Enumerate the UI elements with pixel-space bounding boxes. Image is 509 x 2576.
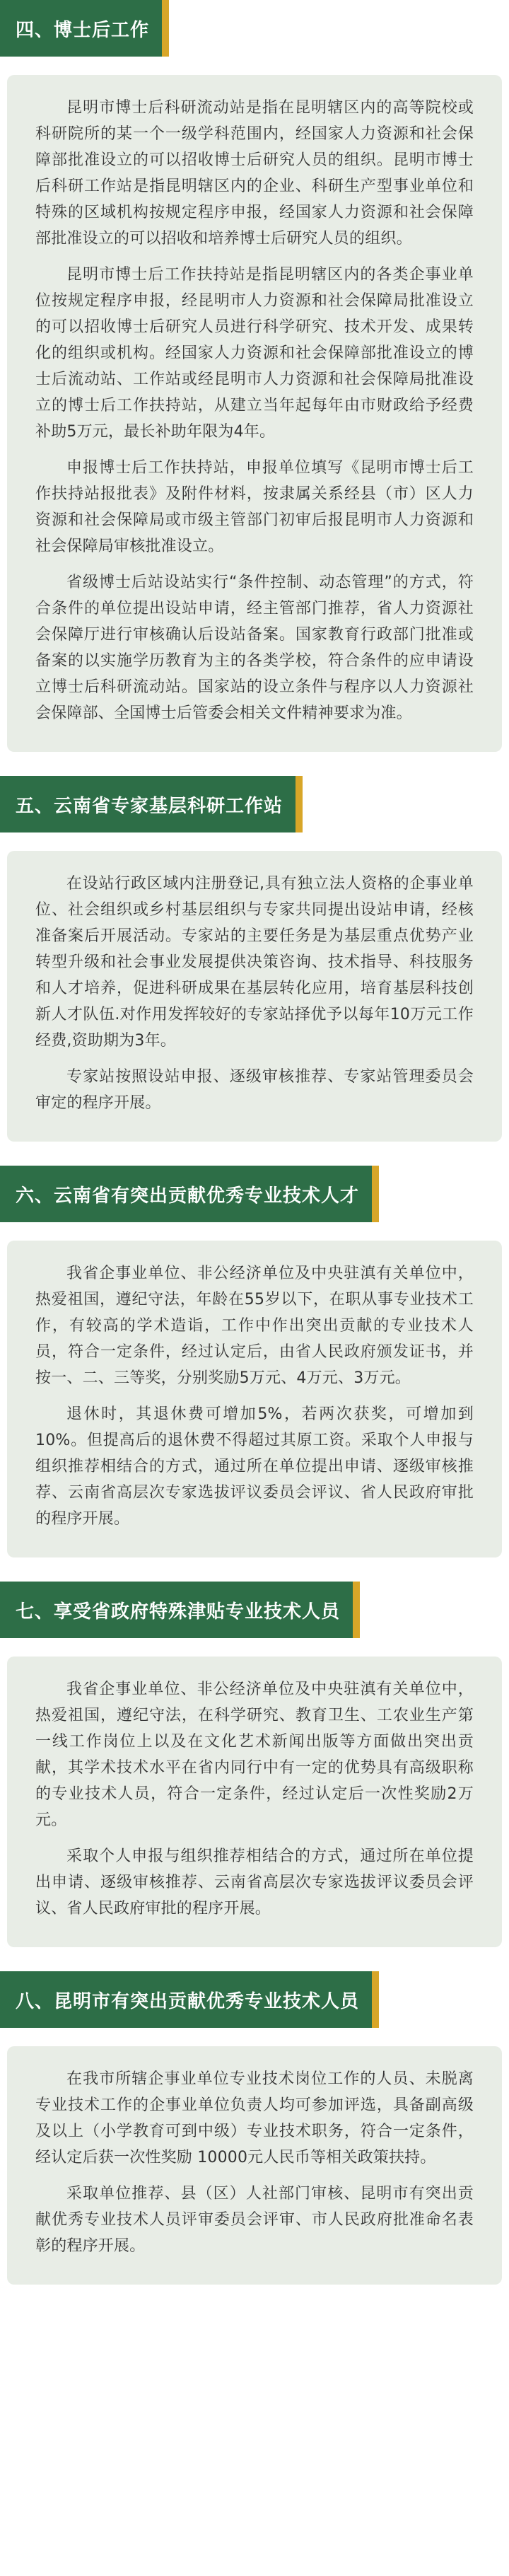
section-title: 六、云南省有突出贡献优秀专业技术人才 xyxy=(0,1166,372,1222)
section-paragraph: 昆明市博士后科研流动站是指在昆明辖区内的高等院校或科研院所的某一个一级学科范围内，经国家人力资源和社会保障部批准设立的可以招收博士后研究人员的组织。昆明市博士后科研工作站是指昆明辖区内的企业、科研生产型事业单位和特殊的区域机构按规定程序申报，经国家人力资源和社会保障部批准设立的可以招收和培养博士后研究人员的组织。 xyxy=(35,99,474,248)
section-paragraph: 昆明市博士后工作扶持站是指昆明辖区内的各类企事业单位按规定程序申报，经昆明市人力资源和社会保障局批准设立的可以招收博士后研究人员进行科学研究、技术开发、成果转化的组织或机构。经国家人力资源和社会保障部批准设立的博士后流动站、工作站或经昆明市人力资源和社会保障局批准设立的博士后工作扶持站，从建立当年起每年由市财政给予经费补助5万元，最长补助年限为4年。 xyxy=(35,266,474,441)
section-header xyxy=(0,1166,509,1222)
section-paragraph: 在我市所辖企事业单位专业技术岗位工作的人员、未脱离专业技术工作的企事业单位负责人均可参加评选，具备副高级及以上（小学教育可到中级）专业技术职务，符合一定条件，经认定后获一次性奖励 10000元人民币等相关政策扶持。 xyxy=(35,2070,474,2166)
section-paragraph: 申报博士后工作扶持站，申报单位填写《昆明市博士后工作扶持站报批表》及附件材料，按隶属关系经县（市）区人力资源和社会保障局或市级主管部门初审后报昆明市人力资源和社会保障局审核批准设立。 xyxy=(35,459,474,555)
section-title: 七、享受省政府特殊津贴专业技术人员 xyxy=(0,1582,353,1638)
section-paragraph: 在设站行政区域内注册登记,具有独立法人资格的企事业单位、社会组织或乡村基层组织与专家共同提出设站申请，经核准备案后开展活动。专家站的主要任务是为基层重点优势产业转型升级和社会事业发展提供决策咨询、技术指导、科技服务和人才培养，促进科研成果在基层转化应用，培育基层科技创新人才队伍.对作用发挥较好的专家站择优予以每年10万元工作经费,资助期为3年。 xyxy=(35,875,474,1050)
section-body xyxy=(7,1241,502,1557)
section-paragraph: 我省企事业单位、非公经济单位及中央驻滇有关单位中，热爱祖国，遵纪守法，在科学研究、教育卫生、工农业生产第一线工作岗位上以及在文化艺术新闻出版等方面做出突出贡献，其学术技术水平在省内同行中有一定的优势具有高级职称的专业技术人员，符合一定条件，经过认定后一次性奖励2万元。 xyxy=(35,1681,474,1829)
section-title: 四、博士后工作 xyxy=(0,0,162,57)
section-body xyxy=(7,1657,502,1947)
section-paragraph: 专家站按照设站申报、逐级审核推荐、专家站管理委员会审定的程序开展。 xyxy=(35,1068,474,1112)
section-body xyxy=(7,75,502,752)
section-header xyxy=(0,1582,509,1638)
section-header xyxy=(0,0,509,57)
header-accent-bar xyxy=(372,1166,379,1222)
section-title: 五、云南省专家基层科研工作站 xyxy=(0,776,296,832)
section-title: 八、昆明市有突出贡献优秀专业技术人员 xyxy=(0,1971,372,2028)
section-paragraph: 采取单位推荐、县（区）人社部门审核、昆明市有突出贡献优秀专业技术人员评审委员会评审、市人民政府批准命名表彰的程序开展。 xyxy=(35,2185,474,2255)
header-accent-bar xyxy=(296,776,303,832)
header-accent-bar xyxy=(162,0,169,57)
section-paragraph: 退休时，其退休费可增加5%，若两次获奖，可增加到10%。但提高后的退休费不得超过其原工资。采取个人申报与组织推荐相结合的方式，通过所在单位提出申请、逐级审核推荐、云南省高层次专家选拔评议委员会评议、省人民政府审批的程序开展。 xyxy=(35,1405,474,1528)
header-accent-bar xyxy=(372,1971,379,2028)
section-paragraph: 我省企事业单位、非公经济单位及中央驻滇有关单位中，热爱祖国，遵纪守法，年龄在55岁以下，在职从事专业技术工作，有较高的学术造诣，工作中作出突出贡献的专业技术人员，符合一定条件，经过认定后，由省人民政府颁发证书，并按一、二、三等奖，分别奖励5万元、4万元、3万元。 xyxy=(35,1265,474,1387)
section-header xyxy=(0,1971,509,2028)
section-paragraph: 省级博士后站设站实行“条件控制、动态管理”的方式，符合条件的单位提出设站申请，经主管部门推荐，省人力资源社会保障厅进行审核确认后设站备案。国家教育行政部门批准或备案的以实施学历教育为主的各类学校，符合条件的应申请设立博士后科研流动站。国家站的设立条件与程序以人力资源社会保障部、全国博士后管委会相关文件精神要求为准。 xyxy=(35,574,474,722)
section-paragraph: 采取个人申报与组织推荐相结合的方式，通过所在单位提出申请、逐级审核推荐、云南省高层次专家选拔评议委员会评议、省人民政府审批的程序开展。 xyxy=(35,1847,474,1918)
section-header xyxy=(0,776,509,832)
section-body xyxy=(7,851,502,1142)
section-body xyxy=(7,2046,502,2285)
header-accent-bar xyxy=(353,1582,360,1638)
